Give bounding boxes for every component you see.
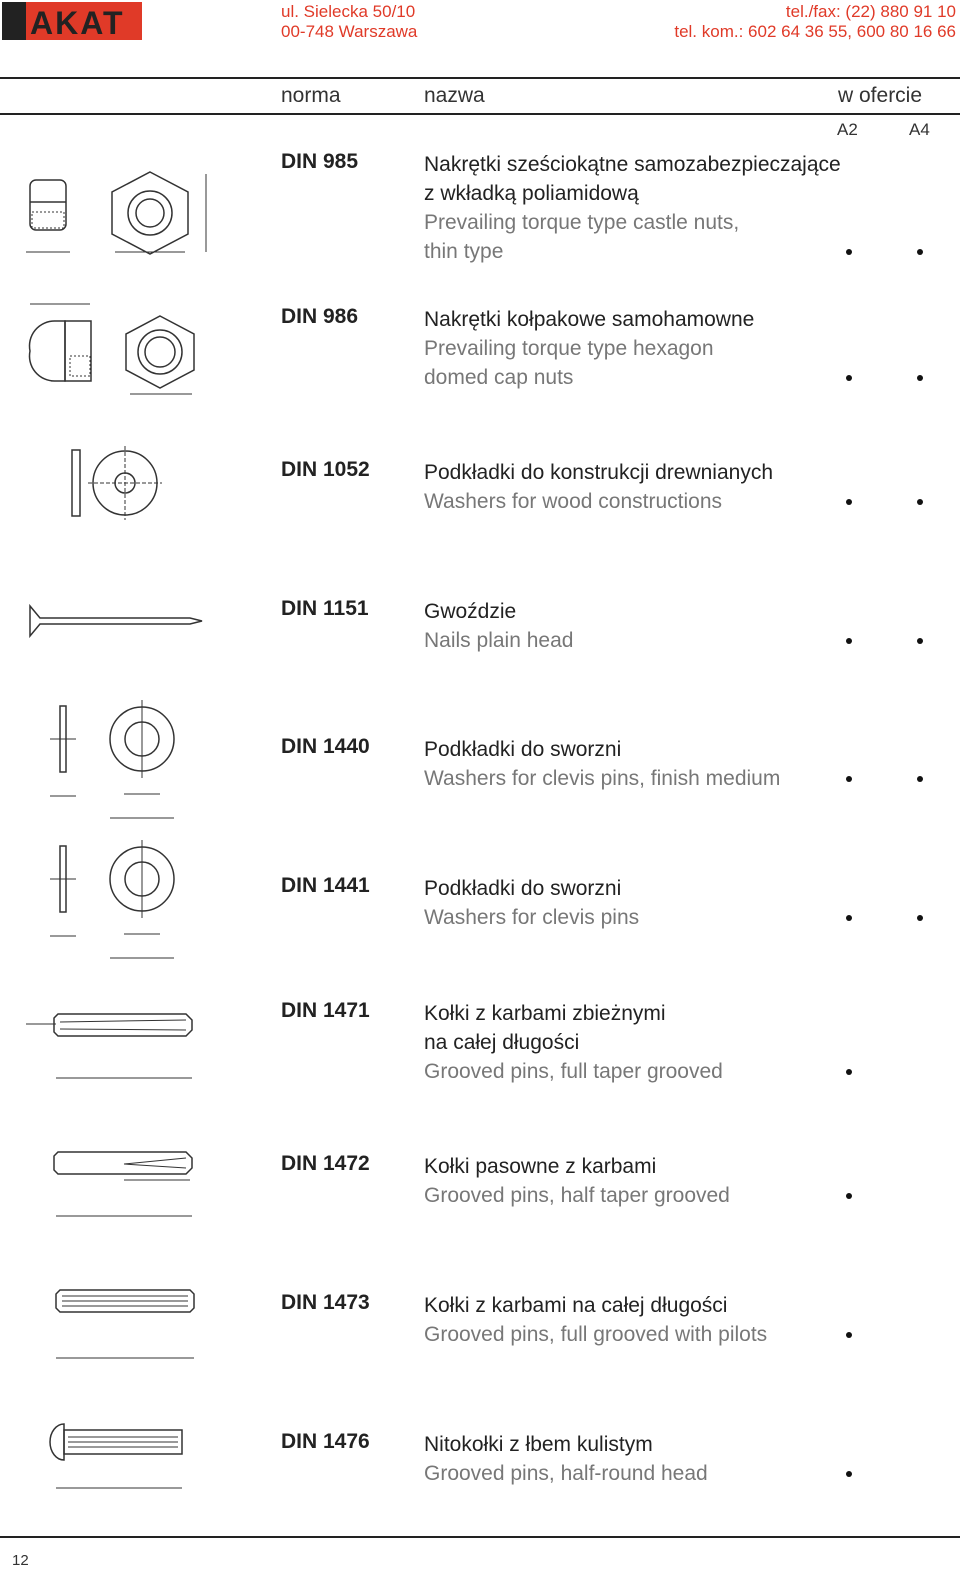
product-name-pl: Kołki pasowne z karbami [424, 1155, 657, 1178]
din1471-drawing [20, 1002, 220, 1092]
product-name-pl: z wkładką poliamidową [424, 182, 639, 205]
product-names [424, 874, 639, 932]
a2-availability-dot [846, 1332, 852, 1338]
product-name-en: Prevailing torque type castle nuts, [424, 211, 740, 234]
a4-availability-dot [917, 499, 923, 505]
product-name-pl: Podkładki do sworzni [424, 877, 622, 900]
product-name-en: Washers for wood constructions [424, 490, 723, 513]
a4-availability-dot [917, 915, 923, 921]
column-header-a2: A2 [837, 120, 858, 139]
a4-availability-dot [917, 375, 923, 381]
product-names [424, 150, 841, 266]
a2-availability-dot [846, 499, 852, 505]
product-name-en: Washers for clevis pins, finish medium [424, 767, 781, 790]
din1440-drawing [20, 700, 220, 830]
product-name-pl: Kołki z karbami na całej długości [424, 1294, 728, 1317]
a2-availability-dot [846, 915, 852, 921]
product-code: DIN 1472 [281, 1152, 370, 1175]
product-code: DIN 986 [281, 305, 359, 328]
company-logo [0, 0, 150, 46]
a2-availability-dot [846, 1193, 852, 1199]
product-code: DIN 1471 [281, 999, 370, 1022]
company-contact [674, 2, 956, 42]
a4-availability-dot [917, 776, 923, 782]
address-line: 00-748 Warszawa [281, 22, 418, 41]
product-code: DIN 985 [281, 150, 359, 173]
a2-availability-dot [846, 375, 852, 381]
svg-text:AKAT: AKAT [30, 5, 125, 41]
product-name-pl: Nakrętki kołpakowe samohamowne [424, 308, 755, 331]
product-code: DIN 1151 [281, 597, 369, 620]
product-name-en: Grooved pins, half taper grooved [424, 1184, 730, 1207]
din1052-drawing [20, 442, 220, 527]
din1151-drawing [20, 602, 220, 647]
column-header-norma: norma [281, 84, 341, 107]
product-name-en: Nails plain head [424, 629, 574, 652]
a2-availability-dot [846, 249, 852, 255]
footer-rule [0, 1536, 960, 1538]
a4-availability-dot [917, 249, 923, 255]
product-name-pl: Gwoździe [424, 600, 517, 623]
contact-line: tel. kom.: 602 64 36 55, 600 80 16 66 [674, 22, 956, 41]
product-names [424, 597, 573, 655]
din1441-drawing [20, 840, 220, 970]
din1476-drawing [20, 1420, 220, 1505]
product-name-en: Washers for clevis pins [424, 906, 640, 929]
product-name-pl: Podkładki do sworzni [424, 738, 622, 761]
product-name-en: Prevailing torque type hexagon [424, 337, 714, 360]
product-code: DIN 1473 [281, 1291, 370, 1314]
product-code: DIN 1476 [281, 1430, 370, 1453]
product-name-en: thin type [424, 240, 504, 263]
a2-availability-dot [846, 776, 852, 782]
product-name-en: Grooved pins, full grooved with pilots [424, 1323, 768, 1346]
din985-drawing [20, 162, 220, 267]
column-header-offer: w ofercie [838, 84, 923, 107]
din1472-drawing [20, 1140, 220, 1230]
product-names [424, 305, 754, 392]
product-name-pl: Nitokołki z łbem kulistym [424, 1433, 653, 1456]
din1473-drawing [20, 1282, 220, 1372]
product-name-en: Grooved pins, half-round head [424, 1462, 708, 1485]
product-names [424, 1430, 708, 1488]
header-rule-top [0, 77, 960, 79]
product-names [424, 1291, 767, 1349]
address-line: ul. Sielecka 50/10 [281, 2, 416, 21]
column-header-nazwa: nazwa [424, 84, 485, 107]
product-name-pl: Nakrętki sześciokątne samozabezpieczające [424, 153, 841, 176]
product-name-pl: na całej długości [424, 1031, 580, 1054]
din986-drawing [20, 296, 220, 406]
header-rule-bottom [0, 113, 960, 115]
product-names [424, 999, 723, 1086]
product-name-en: Grooved pins, full taper grooved [424, 1060, 723, 1083]
product-name-pl: Kołki z karbami zbieżnymi [424, 1002, 666, 1025]
product-names [424, 458, 773, 516]
column-header-a4: A4 [909, 120, 930, 139]
product-name-pl: Podkładki do konstrukcji drewnianych [424, 461, 774, 484]
product-code: DIN 1052 [281, 458, 370, 481]
a4-availability-dot [917, 638, 923, 644]
a2-availability-dot [846, 1069, 852, 1075]
a2-availability-dot [846, 1471, 852, 1477]
product-code: DIN 1440 [281, 735, 370, 758]
product-code: DIN 1441 [281, 874, 370, 897]
page-number: 12 [12, 1552, 29, 1569]
a2-availability-dot [846, 638, 852, 644]
company-address [281, 2, 417, 42]
contact-line: tel./fax: (22) 880 91 10 [785, 2, 956, 21]
product-names [424, 735, 780, 793]
product-names [424, 1152, 730, 1210]
product-name-en: domed cap nuts [424, 366, 574, 389]
